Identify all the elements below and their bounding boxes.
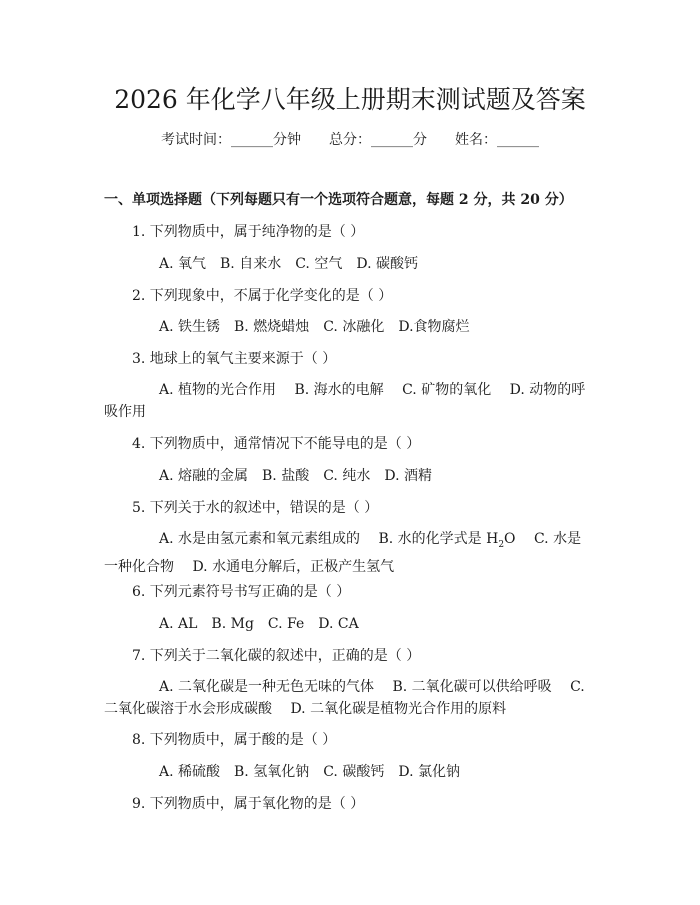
option-b: B. Mg [211, 616, 254, 632]
question-5: 5. 下列关于水的叙述中，错误的是（ ） [132, 500, 379, 516]
exam-time-field: 考试时间：______分钟 [161, 132, 301, 148]
option-d: D. 氯化钠 [398, 764, 460, 780]
subscript-2: 2 [498, 539, 505, 550]
option-d: D. 碳酸钙 [356, 256, 418, 272]
question-8-options [159, 762, 474, 782]
option-c: C. Fe [267, 616, 305, 632]
option-a: A. 氧气 [159, 256, 207, 272]
option-b: B. 盐酸 [262, 468, 310, 484]
exam-meta [0, 130, 700, 150]
option-a: A. AL [159, 616, 198, 632]
option-b: B. 氢氧化钠 [234, 764, 310, 780]
option-c: C. 冰融化 [323, 319, 385, 335]
question-2: 2. 下列现象中，不属于化学变化的是（ ） [132, 288, 393, 304]
question-1: 1. 下列物质中，属于纯净物的是（ ） [132, 224, 365, 240]
option-d: D. CA [318, 616, 359, 632]
option-c: C. 碳酸钙 [323, 764, 385, 780]
question-3-options: A. 植物的光合作用 B. 海水的电解 C. 矿物的氧化 D. 动物的呼吸作用 [104, 382, 586, 420]
total-score-field: 总分：______分 [329, 132, 427, 148]
question-8: 8. 下列物质中，属于酸的是（ ） [132, 732, 337, 748]
option-a: A. 铁生锈 [159, 319, 221, 335]
option-b: B. 燃烧蜡烛 [234, 319, 310, 335]
question-2-options [159, 317, 484, 337]
question-4: 4. 下列物质中，通常情况下不能导电的是（ ） [132, 436, 421, 452]
name-field: 姓名：______ [455, 132, 539, 148]
question-1-options [159, 254, 432, 274]
option-a: A. 稀硫酸 [159, 764, 221, 780]
page-title: 2026 年化学八年级上册期末测试题及答案 [114, 85, 586, 114]
option-c: C. 纯水 [323, 468, 371, 484]
question-3: 3. 地球上的氧气主要来源于（ ） [132, 351, 337, 367]
section-heading: 一、单项选择题（下列每题只有一个选项符合题意，每题 2 分，共 20 分） [104, 192, 573, 208]
option-d: D. 酒精 [384, 468, 432, 484]
question-9: 9. 下列物质中，属于氧化物的是（ ） [132, 796, 365, 812]
question-7: 7. 下列关于二氧化碳的叙述中，正确的是（ ） [132, 648, 421, 664]
option-d: D.食物腐烂 [398, 319, 470, 335]
question-5-options-part1: A. 水是由氢元素和氧元素组成的 B. 水的化学式是 H [159, 531, 499, 547]
question-6: 6. 下列元素符号书写正确的是（ ） [132, 584, 351, 600]
option-c: C. 空气 [295, 256, 343, 272]
option-b: B. 自来水 [220, 256, 282, 272]
question-4-options [159, 466, 446, 486]
question-5-options-part2: O C. 水是一种化合物 D. 水通电分解后，正极产生氢气 [104, 531, 582, 575]
question-6-options [159, 614, 373, 634]
question-7-options: A. 二氧化碳是一种无色无味的气体 B. 二氧化碳可以供给呼吸 C. 二氧化碳溶于水会形成碳酸 D. 二氧化碳是植物光合作用的原料 [104, 679, 585, 717]
option-a: A. 熔融的金属 [159, 468, 249, 484]
question-5-options [104, 528, 588, 578]
